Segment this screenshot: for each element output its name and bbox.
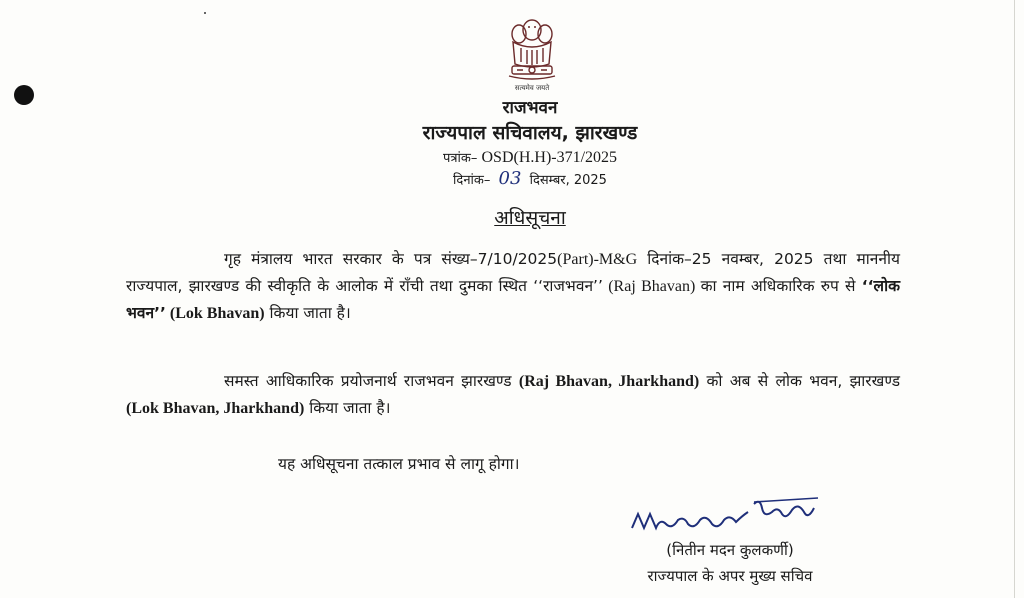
paragraph-1: [126, 246, 900, 327]
para1-text-6: ‘‘लोक भवन’’: [126, 277, 900, 322]
reference-label: पत्रांक–: [442, 151, 478, 166]
paragraph-2: [126, 368, 900, 422]
date-day-handwritten: 03: [498, 168, 522, 189]
national-emblem-icon: [503, 12, 561, 90]
scan-speck: [204, 12, 206, 14]
para1-text-8: किया जाता है।: [264, 304, 351, 322]
notice-title: अधिसूचना: [494, 207, 566, 229]
office-name: राजभवन: [502, 98, 558, 118]
date-line: [300, 168, 760, 189]
signatory-designation: राज्यपाल के अपर मुख्य सचिव: [647, 567, 813, 585]
reference-line: [300, 148, 760, 167]
para1-text-2: (Part)-M&G: [557, 251, 638, 268]
punch-hole-mark: [14, 85, 34, 105]
reference-number: OSD(H.H)-371/2025: [481, 149, 618, 166]
paragraph-3: यह अधिसूचना तत्काल प्रभाव से लागू होगा।: [278, 455, 520, 473]
date-month-year: दिसम्बर, 2025: [529, 173, 607, 188]
para1-text-5: का नाम अधिकारिक रुप से: [700, 277, 862, 295]
para2-text-1: समस्त आधिकारिक प्रयोजनार्थ राजभवन झारखण्ड: [224, 372, 519, 390]
date-label: दिनांक–: [453, 173, 491, 188]
para2-text-2: (Raj Bhavan, Jharkhand): [518, 373, 700, 390]
para1-text-3: दिनांक–25 नवम्बर, 2025 तथा माननीय राज्यपाल, झारखण्ड की स्वीकृति के आलोक में राँची तथा दुमका स्थित ‘‘राजभवन’’: [126, 250, 900, 295]
para1-text-4: (Raj Bhavan): [602, 278, 701, 295]
para2-text-5: किया जाता है।: [304, 399, 391, 417]
secretariat-name: राज्यपाल सचिवालय, झारखण्ड: [422, 122, 638, 144]
para2-text-4: (Lok Bhavan, Jharkhand): [126, 400, 305, 417]
page-edge: [1014, 0, 1015, 598]
para2-text-3: को अब से लोक भवन, झारखण्ड: [699, 372, 900, 390]
para1-text-1: गृह मंत्रालय भारत सरकार के पत्र संख्य–7/10/2025: [224, 250, 558, 268]
emblem-motto: सत्यमेव जयते: [514, 84, 550, 92]
handwritten-signature: [622, 490, 822, 540]
signatory-name: (नितीन मदन कुलकर्णी): [666, 541, 794, 559]
para1-text-7: (Lok Bhavan): [165, 305, 265, 322]
